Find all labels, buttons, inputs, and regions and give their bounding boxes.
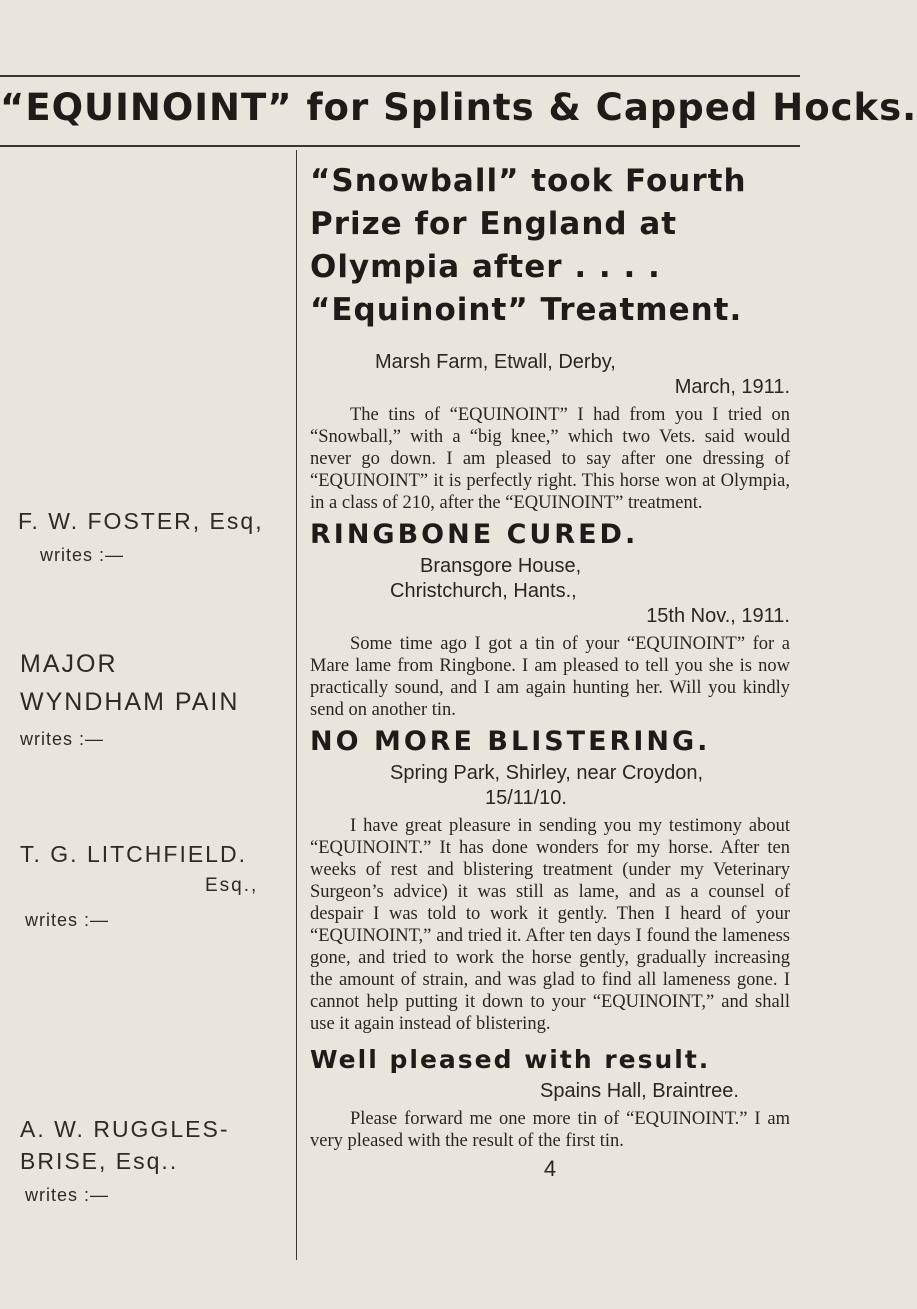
writer-name: F. W. FOSTER, Esq, xyxy=(18,508,264,534)
writer-name: Esq., xyxy=(205,875,259,896)
testimonial-body: Please forward me one more tin of “EQUINOINT.” I am very pleased with the result of the first tin. xyxy=(310,1109,790,1151)
section-heading: NO MORE BLISTERING. xyxy=(310,726,711,757)
writer-name: T. G. LITCHFIELD. xyxy=(20,841,247,867)
address xyxy=(310,761,790,811)
testimonial-body: Some time ago I got a tin of your “EQUINOINT” for a Mare lame from Ringbone. I am pleased to tell you she is now practically sound, and I am again hunting her. Will you kindly send on another tin. xyxy=(310,634,790,720)
address-date: March, 1911. xyxy=(674,376,790,398)
main-headline: “Snowball” took Fourth Prize for England at Olympia after . . . . “Equinoint” Treatment. xyxy=(310,163,747,328)
page-header: “EQUINOINT” for Splints & Capped Hocks. xyxy=(0,86,917,129)
address-line: Spains Hall, Braintree. xyxy=(540,1080,739,1102)
section-heading: RINGBONE CURED. xyxy=(310,519,639,550)
writes-label: writes :— xyxy=(25,1185,110,1205)
writer-name: A. W. RUGGLES- xyxy=(20,1116,230,1142)
address xyxy=(310,1079,790,1104)
writer-pain xyxy=(20,645,239,750)
section-heading: Well pleased with result. xyxy=(310,1045,711,1074)
writes-label: writes :— xyxy=(25,910,110,930)
address-line: Bransgore House, xyxy=(420,555,582,577)
testimonial-3 xyxy=(310,726,790,1035)
testimonial-1 xyxy=(310,350,790,514)
page-number: 4 xyxy=(543,1156,557,1181)
testimonial-4 xyxy=(310,1045,790,1152)
writer-name: BRISE, Esq.. xyxy=(20,1148,179,1174)
writer-name: WYNDHAM PAIN xyxy=(20,688,240,716)
address-line: Spring Park, Shirley, near Croydon, xyxy=(390,762,704,784)
address-line: Christchurch, Hants., xyxy=(390,580,577,602)
writes-label: writes :— xyxy=(20,729,105,749)
writer-name: MAJOR xyxy=(20,650,118,678)
testimonial-body: I have great pleasure in sending you my testimony about “EQUINOINT.” It has done wonders for my horse. After ten weeks of rest and blistering treatment (under my Veterinary Surgeon’s advice) it was still as lame, and as a counsel of despair I was told to work it gently. Then I heard of your “EQUINOINT,” and tried it. After ten days I found the lameness gone, and tried to work the horse gently, gradually increasing the amount of strain, and was glad to find all lameness gone. I cannot help putting it down to your “EQUINOINT,” and shall use it again instead of blistering. xyxy=(310,816,790,1034)
address-date: 15th Nov., 1911. xyxy=(646,605,790,627)
writer-litchfield xyxy=(20,838,258,931)
writer-foster xyxy=(18,505,264,566)
writers-column xyxy=(0,0,290,1309)
address-line: Marsh Farm, Etwall, Derby, xyxy=(375,351,616,373)
address xyxy=(310,350,790,400)
address xyxy=(310,554,790,629)
address-date: 15/11/10. xyxy=(485,787,567,809)
testimonial-body: The tins of “EQUINOINT” I had from you I tried on “Snowball,” with a “big knee,” which two Vets. said would never go down. I am pleased to say after one dressing of “EQUINOINT” it is perfectly right. This horse won at Olympia, in a class of 210, after the “EQUINOINT” treatment. xyxy=(310,405,790,513)
writes-label: writes :— xyxy=(40,545,125,565)
column-divider xyxy=(296,150,297,1260)
testimonial-2 xyxy=(310,519,790,721)
writer-ruggles-brise xyxy=(20,1113,229,1206)
testimonials-column xyxy=(310,160,790,1180)
